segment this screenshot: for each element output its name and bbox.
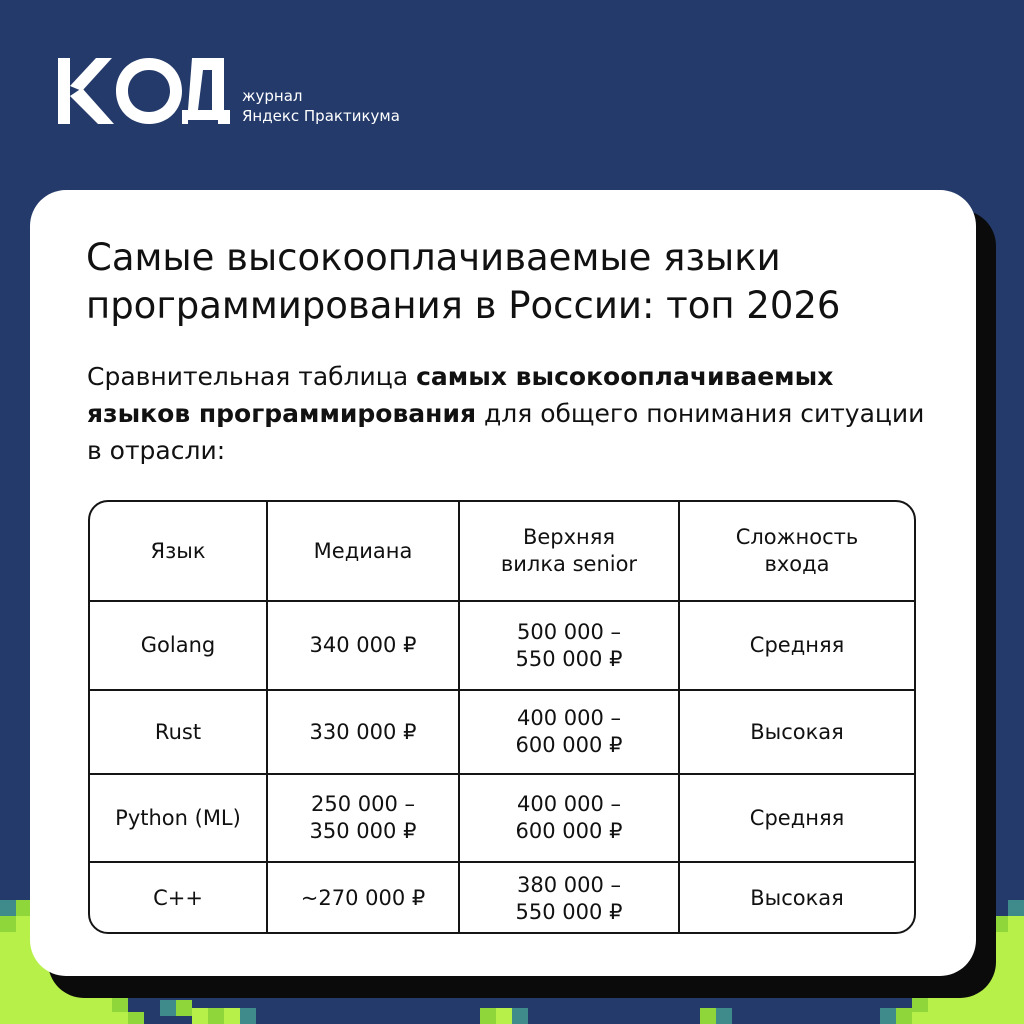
kod-logo-mark: [58, 58, 230, 124]
pixel-square: [480, 1008, 496, 1024]
pixel-square: [1008, 996, 1024, 1012]
cell-line: 380 000 –: [516, 872, 621, 897]
pixel-square: [992, 1012, 1008, 1024]
pixel-square: [128, 1012, 144, 1024]
cell-line: 600 000 ₽: [515, 733, 623, 757]
pixel-square: [0, 948, 16, 964]
cell-line: C++: [153, 886, 203, 910]
pixel-square: [1008, 1012, 1024, 1024]
pixel-square: [700, 1008, 716, 1024]
pixel-square: [944, 996, 960, 1012]
pixel-square: [32, 1012, 48, 1024]
pixel-square: [1008, 900, 1024, 916]
intro-text-bold: самых высокооплачиваемых языков программирования: [87, 362, 834, 428]
cell-language: [90, 601, 267, 690]
salary-table: [88, 500, 916, 934]
pixel-square: [112, 1012, 128, 1024]
pixel-square: [1008, 948, 1024, 964]
pixel-square: [208, 1008, 224, 1024]
pixel-square: [0, 1012, 16, 1024]
pixel-square: [1008, 916, 1024, 932]
cell-language: [90, 690, 267, 774]
pixel-square: [64, 1012, 80, 1024]
cell-line: 330 000 ₽: [309, 719, 417, 744]
cell-difficulty: [679, 690, 914, 774]
cell-line: Golang: [140, 633, 216, 657]
pixel-square: [16, 964, 32, 980]
table-row: [90, 862, 914, 934]
logo-subtitle: [242, 86, 400, 126]
cell-line: 350 000 ₽: [309, 819, 417, 843]
table-row: [90, 774, 914, 862]
pixel-square: [960, 996, 976, 1012]
pixel-square: [240, 1008, 256, 1024]
pixel-square: [16, 980, 32, 996]
intro-text: [87, 358, 927, 469]
cell-line: Средняя: [749, 805, 845, 830]
pixel-square: [0, 932, 16, 948]
pixel-square: [512, 1008, 528, 1024]
pixel-square: [112, 996, 128, 1012]
pixel-square: [976, 996, 992, 1012]
pixel-square: [1008, 980, 1024, 996]
pixel-square: [48, 1012, 64, 1024]
pixel-square: [912, 996, 928, 1012]
cell-line: Высокая: [750, 886, 844, 910]
cell-median: [267, 690, 459, 774]
pixel-square: [944, 1012, 960, 1024]
content-card: [30, 190, 976, 976]
cell-language: [90, 862, 267, 934]
pixel-square: [192, 1008, 208, 1024]
pixel-square: [176, 1000, 192, 1016]
cell-line: Сложность: [735, 525, 859, 549]
cell-line: Верхняя: [522, 525, 616, 549]
pixel-square: [0, 964, 16, 980]
intro-text-after: для общего понимания ситуации в отрасли:: [87, 399, 925, 465]
cell-line: Высокая: [750, 719, 844, 744]
cell-line: 550 000 ₽: [515, 899, 623, 924]
pixel-square: [96, 1012, 112, 1024]
cell-difficulty: [679, 862, 914, 934]
cell-line: 400 000 –: [516, 706, 621, 730]
pixel-square: [48, 996, 64, 1012]
pixel-square: [80, 996, 96, 1012]
header-language: [90, 502, 267, 601]
pixel-square: [896, 1008, 912, 1024]
pixel-square: [80, 1012, 96, 1024]
pixel-square: [32, 980, 48, 996]
pixel-square: [992, 996, 1008, 1012]
cell-senior-range: [459, 862, 679, 934]
logo-subtitle-line2: Яндекс Практикума: [242, 107, 400, 125]
table-header-row: [90, 502, 914, 601]
cell-senior-range: [459, 774, 679, 862]
cell-line: 400 000 –: [516, 792, 621, 816]
pixel-square: [32, 996, 48, 1012]
pixel-square: [1008, 964, 1024, 980]
pixel-square: [0, 996, 16, 1012]
pixel-square: [0, 916, 16, 932]
pixel-square: [716, 1008, 732, 1024]
cell-line: входа: [764, 552, 830, 576]
pixel-square: [0, 980, 16, 996]
cell-line: Python (ML): [115, 805, 241, 830]
cell-senior-range: [459, 601, 679, 690]
pixel-square: [976, 1012, 992, 1024]
pixel-square: [880, 1008, 896, 1024]
pixel-square: [912, 1012, 928, 1024]
pixel-square: [16, 996, 32, 1012]
cell-line: вилка senior: [500, 552, 638, 576]
cell-line: Медиана: [313, 538, 413, 563]
cell-line: Rust: [154, 719, 202, 744]
header-difficulty: [679, 502, 914, 601]
cell-line: 340 000 ₽: [309, 633, 417, 657]
cell-line: 250 000 –: [310, 792, 415, 816]
pixel-square: [16, 948, 32, 964]
pixel-square: [0, 900, 16, 916]
page-title: Самые высокооплачиваемые языки программирования в России: топ 2026: [86, 236, 841, 327]
cell-median: [267, 774, 459, 862]
cell-line: 500 000 –: [516, 619, 621, 644]
pixel-square: [96, 996, 112, 1012]
header-senior-range: [459, 502, 679, 601]
pixel-square: [160, 1000, 176, 1016]
cell-senior-range: [459, 690, 679, 774]
pixel-square: [992, 980, 1008, 996]
pixel-square: [64, 996, 80, 1012]
table-row: [90, 601, 914, 690]
pixel-square: [960, 1012, 976, 1024]
cell-difficulty: [679, 774, 914, 862]
header-median: [267, 502, 459, 601]
pixel-square: [496, 1008, 512, 1024]
cell-median: [267, 601, 459, 690]
cell-median: [267, 862, 459, 934]
pixel-square: [1008, 932, 1024, 948]
pixel-square: [224, 1008, 240, 1024]
pixel-square: [928, 996, 944, 1012]
cell-line: 550 000 ₽: [515, 646, 623, 671]
cell-line: Язык: [150, 538, 206, 563]
intro-text-before: Сравнительная таблица: [87, 362, 417, 391]
cell-line: ~270 000 ₽: [300, 886, 426, 910]
pixel-square: [16, 1012, 32, 1024]
pixel-square: [928, 1012, 944, 1024]
cell-line: 600 000 ₽: [515, 819, 623, 843]
cell-difficulty: [679, 601, 914, 690]
cell-line: Средняя: [749, 633, 845, 657]
table-row: [90, 690, 914, 774]
cell-language: [90, 774, 267, 862]
logo-subtitle-line1: журнал: [242, 87, 303, 105]
